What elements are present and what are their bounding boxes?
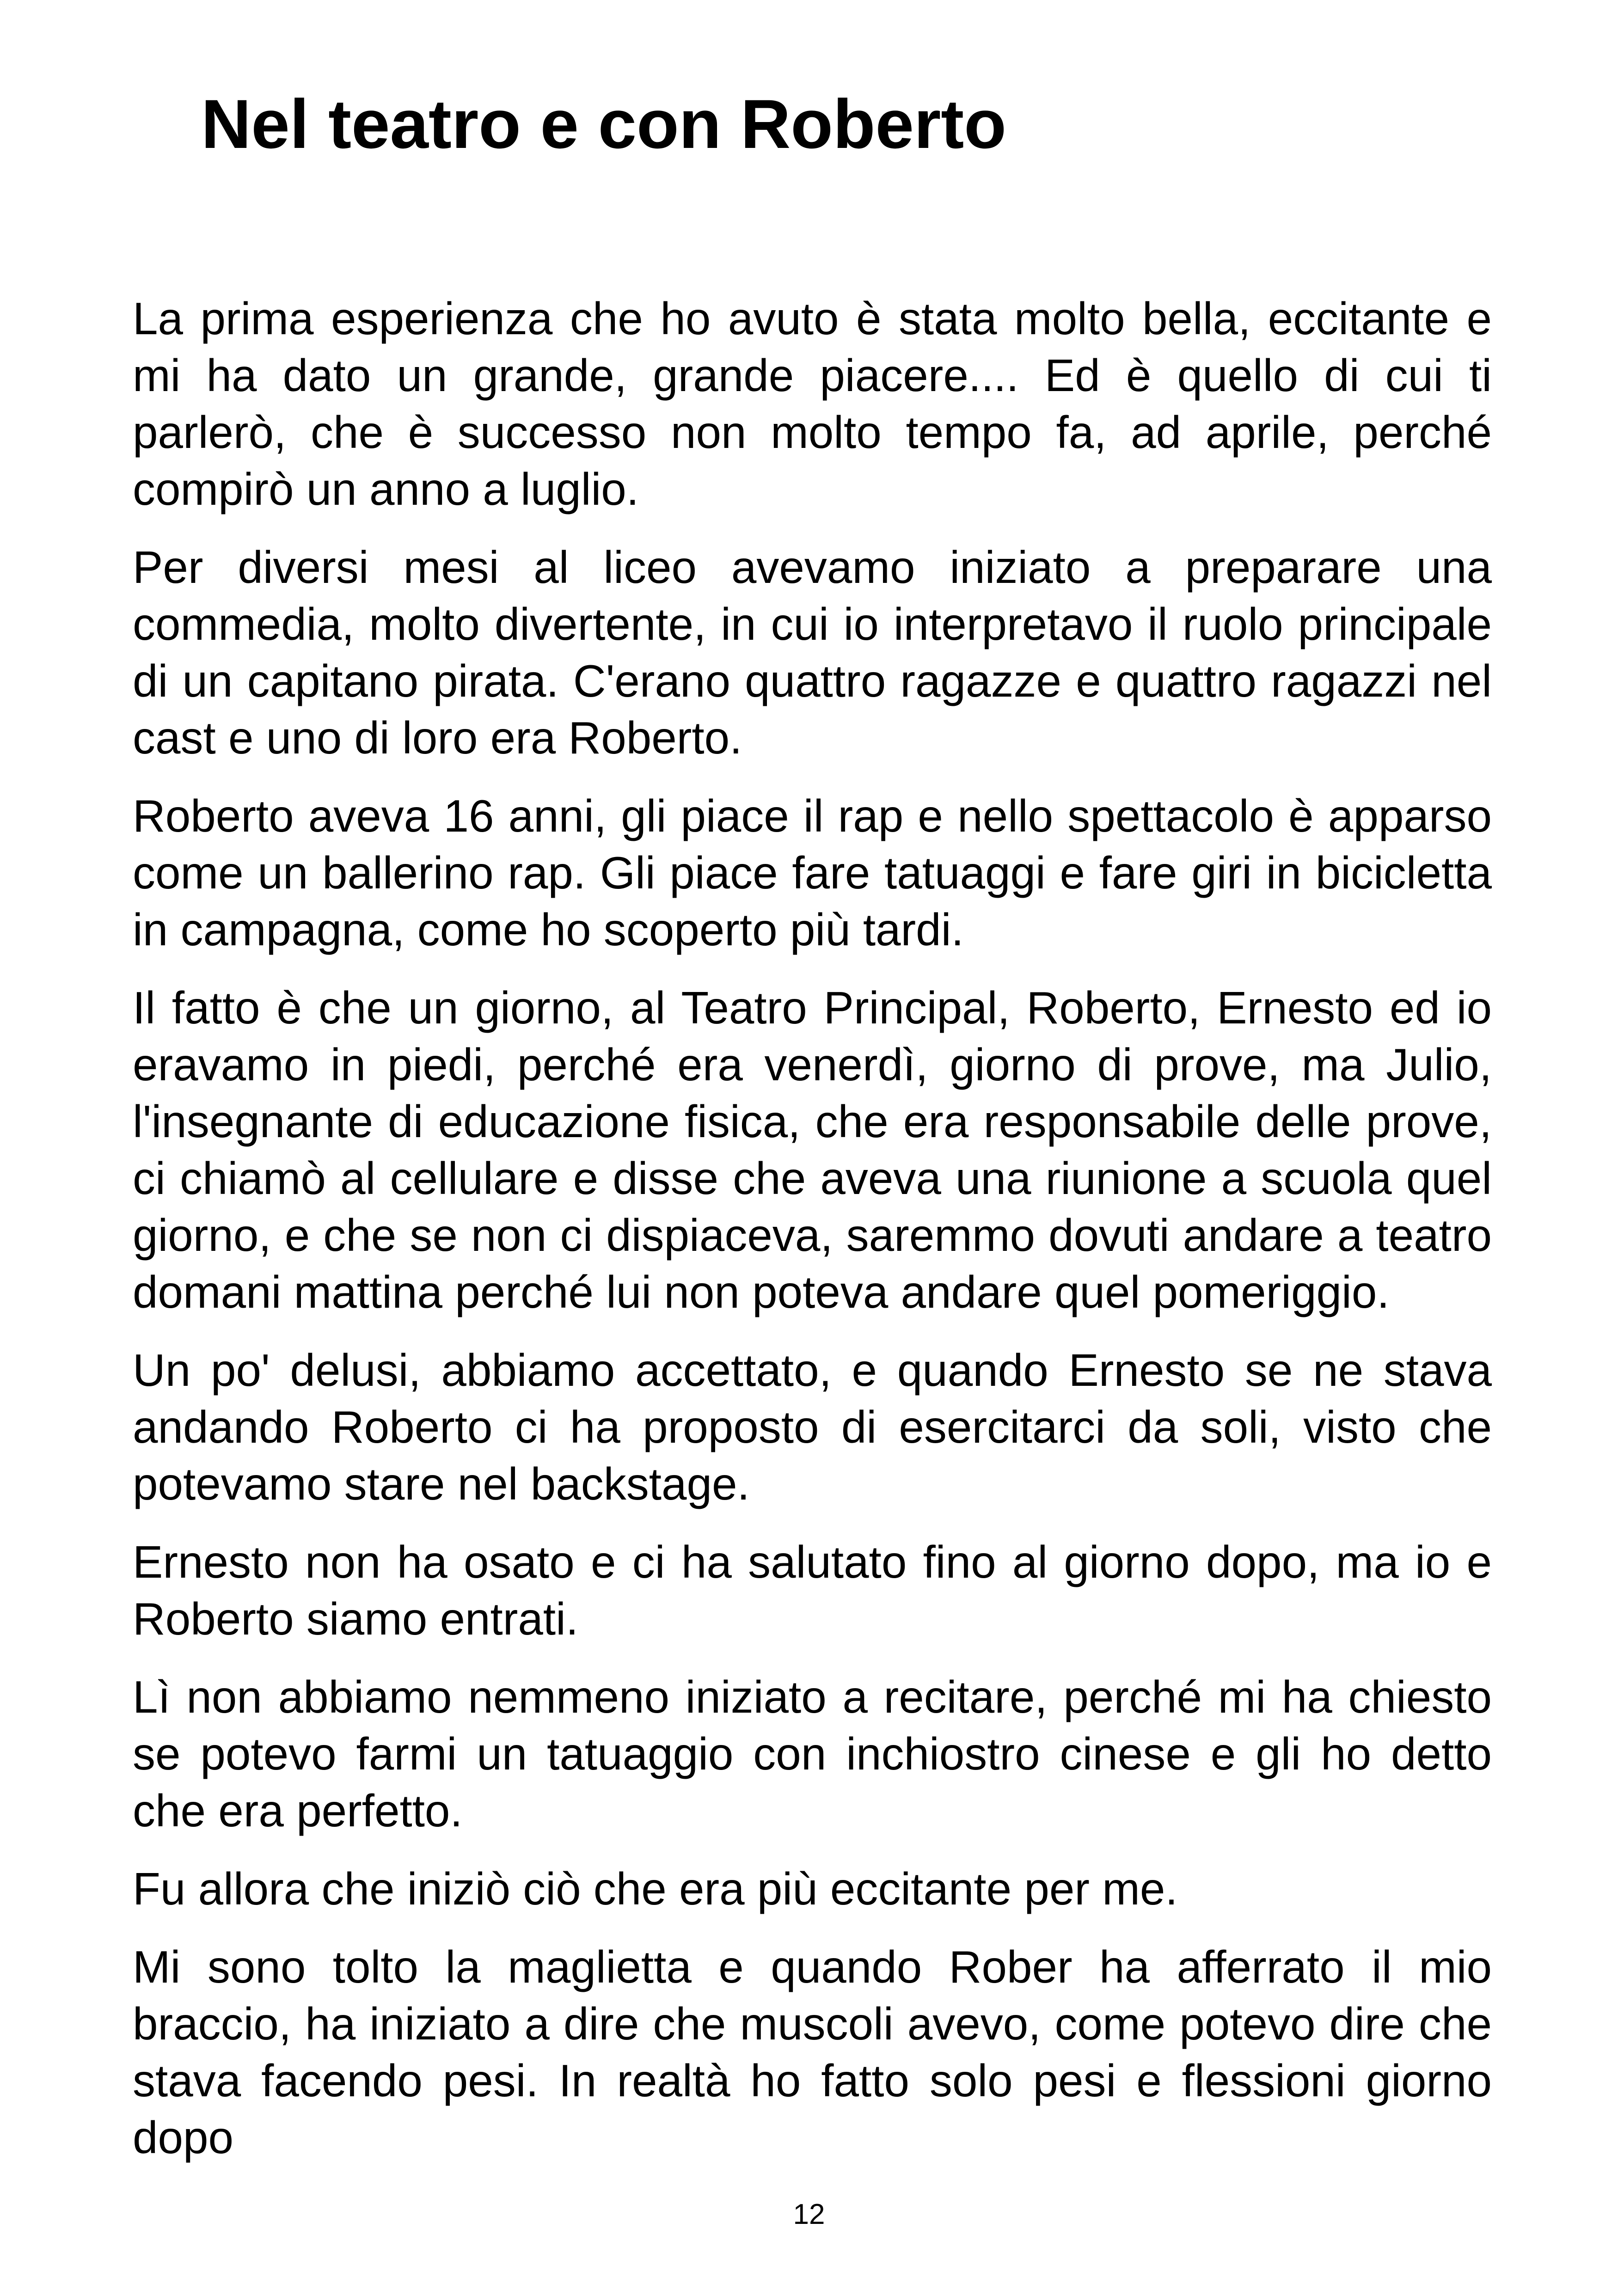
chapter-title: Nel teatro e con Roberto	[201, 85, 1006, 163]
paragraph-5: Un po' delusi, abbiamo accettato, e quando Ernesto se ne stava andando Roberto ci ha proposto di esercitarci da soli, visto che potevamo stare nel backstage.	[133, 1345, 1492, 1509]
paragraph-4: Il fatto è che un giorno, al Teatro Principal, Roberto, Ernesto ed io eravamo in piedi, perché era venerdì, giorno di prove, ma Julio, l'insegnante di educazione fisica, che era responsabile delle prove, ci chiamò al cellulare e disse che aveva una riunione a scuola quel giorno, e che se non ci dispiaceva, saremmo dovuti andare a teatro domani mattina perché lui non poteva andare quel pomeriggio.	[133, 982, 1492, 1317]
paragraph-8: Fu allora che iniziò ciò che era più eccitante per me.	[133, 1863, 1178, 1914]
paragraph-9: Mi sono tolto la maglietta e quando Rober ha afferrato il mio braccio, ha iniziato a dire che muscoli avevo, come potevo dire che stava facendo pesi. In realtà ho fatto solo pesi e flessioni giorno dopo	[133, 1941, 1492, 2163]
paragraph-3: Roberto aveva 16 anni, gli piace il rap e nello spettacolo è apparso come un ballerino rap. Gli piace fare tatuaggi e fare giri in bicicletta in campagna, come ho scoperto più tardi.	[133, 790, 1492, 955]
paragraph-6: Ernesto non ha osato e ci ha salutato fino al giorno dopo, ma io e Roberto siamo entrati.	[133, 1537, 1492, 1644]
page-number: 12	[793, 2198, 825, 2230]
paragraph-1: La prima esperienza che ho avuto è stata molto bella, eccitante e mi ha dato un grande, grande piacere.... Ed è quello di cui ti parlerò, che è successo non molto tempo fa, ad aprile, perché compirò un anno a luglio.	[133, 293, 1492, 514]
paragraph-2: Per diversi mesi al liceo avevamo iniziato a preparare una commedia, molto divertente, in cui io interpretavo il ruolo principale di un capitano pirata. C'erano quattro ragazze e quattro ragazzi nel cast e uno di loro era Roberto.	[133, 542, 1492, 763]
body-text	[133, 290, 1492, 2187]
paragraph-7: Lì non abbiamo nemmeno iniziato a recitare, perché mi ha chiesto se potevo farmi un tatuaggio con inchiostro cinese e gli ho detto che era perfetto.	[133, 1671, 1492, 1836]
